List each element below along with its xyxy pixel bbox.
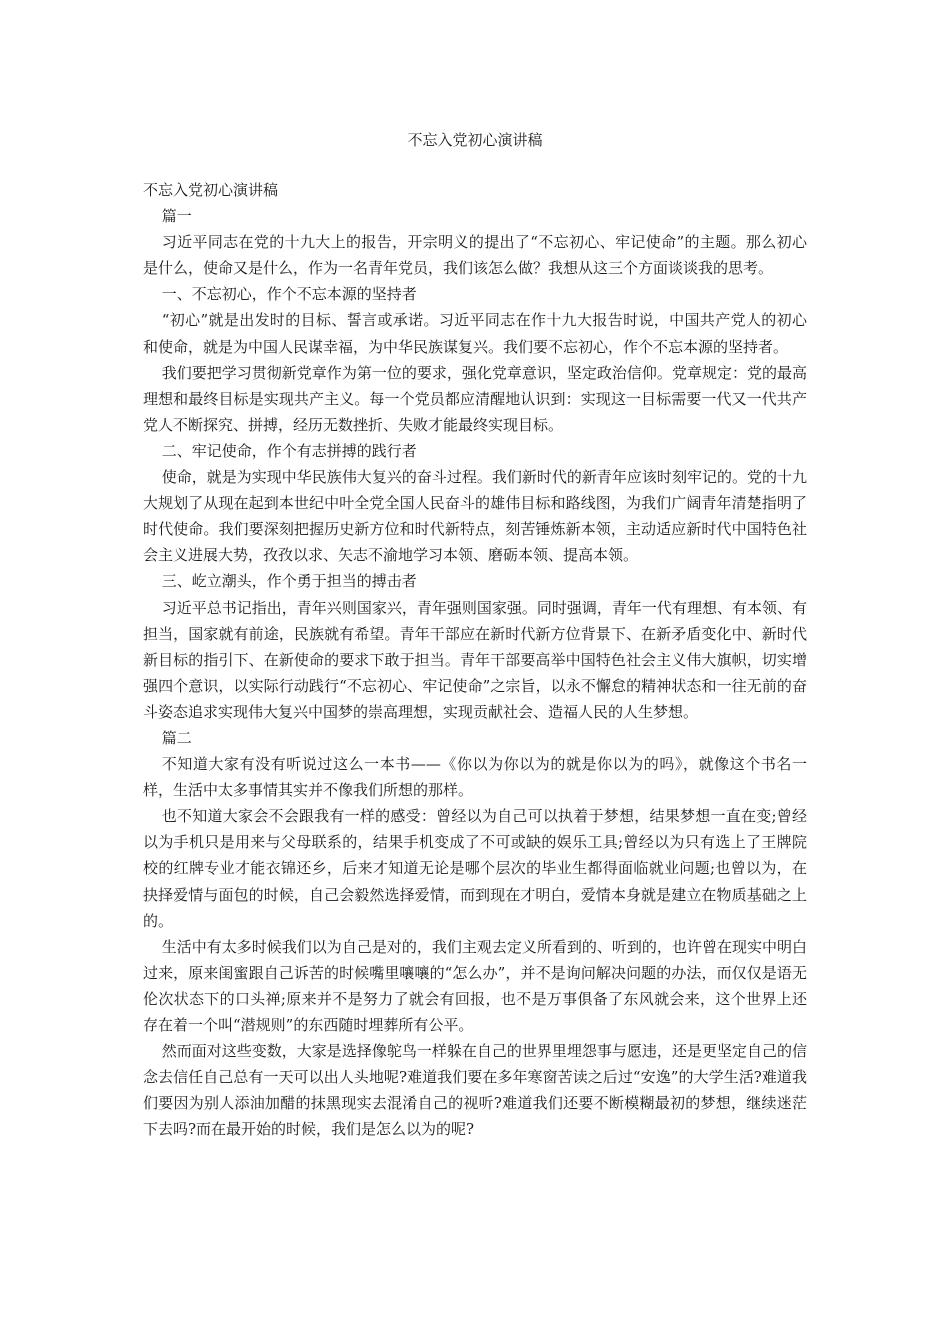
section-heading-part-1: 篇一 <box>161 207 192 226</box>
paragraph: 生活中有太多时候我们以为自己是对的，我们主观去定义所看到的、听到的，也许曾在现实中明白过来，原来闺蜜跟自己诉苦的时候嘴里嚷嚷的“怎么办”，并不是询问解决问题的办法，而仅仅是语无伦次状态下的口头禅;原来并不是努力了就会有回报，也不是万事俱备了东风就会来，这个世界上还存在着一个叫“潜规则”的东西随时埋葬所有公平。 <box>143 937 807 1034</box>
paragraph: 习近平总书记指出，青年兴则国家兴，青年强则国家强。同时强调，青年一代有理想、有本领、有担当，国家就有前途，民族就有希望。青年干部应在新时代新方位背景下、在新矛盾变化中、新时代新目标的指引下、在新使命的要求下敢于担当。青年干部要高举中国特色社会主义伟大旗帜，切实增强四个意识，以实际行动践行“不忘初心、牢记使命”之宗旨，以永不懈怠的精神状态和一往无前的奋斗姿态追求实现伟大复兴中国梦的崇高理想，实现贡献社会、造福人民的人生梦想。 <box>143 598 807 721</box>
subheading: 一、不忘初心，作个不忘本源的坚持者 <box>161 285 417 304</box>
document-title: 不忘入党初心演讲稿 <box>407 131 543 149</box>
subheading: 二、牢记使命，作个有志拼搏的践行者 <box>161 441 417 460</box>
paragraph: 不知道大家有没有听说过这么一本书——《你以为你以为的就是你以为的吗》，就像这个书名一样，生活中太多事情其实并不像我们所想的那样。 <box>143 755 807 800</box>
paragraph: 我们要把学习贯彻新党章作为第一位的要求，强化党章意识，坚定政治信仰。党章规定：党的最高理想和最终目标是实现共产主义。每一个党员都应清醒地认识到：实现这一目标需要一代又一代共产党人不断探究、拼搏，经历无数挫折、失败才能最终实现目标。 <box>143 363 807 434</box>
subheading: 三、屹立潮头，作个勇于担当的搏击者 <box>161 572 417 591</box>
paragraph: 然而面对这些变数，大家是选择像鸵鸟一样躲在自己的世界里埋怨事与愿违，还是更坚定自己的信念去信任自己总有一天可以出人头地呢?难道我们要在多年寒窗苦读之后过“安逸”的大学生活?难道我们要因为别人添油加醋的抹黑现实去混淆自己的视听?难道我们还要不断模糊最初的梦想，继续迷茫下去吗?而在最开始的时候，我们是怎么以为的呢? <box>143 1042 807 1139</box>
paragraph: “初心”就是出发时的目标、誓言或承诺。习近平同志在作十九大报告时说，中国共产党人的初心和使命，就是为中国人民谋幸福，为中华民族谋复兴。我们要不忘初心，作个不忘本源的坚持者。 <box>143 311 807 356</box>
paragraph: 习近平同志在党的十九大上的报告，开宗明义的提出了“不忘初心、牢记使命”的主题。那么初心是什么，使命又是什么，作为一名青年党员，我们该怎么做？我想从这三个方面谈谈我的思考。 <box>143 233 807 278</box>
subtitle: 不忘入党初心演讲稿 <box>143 181 279 199</box>
paragraph: 使命，就是为实现中华民族伟大复兴的奋斗过程。我们新时代的新青年应该时刻牢记的。党的十九大规划了从现在起到本世纪中叶全党全国人民奋斗的雄伟目标和路线图，为我们广阔青年清楚指明了时代使命。我们要深刻把握历史新方位和时代新特点，刻苦锤炼新本领，主动适应新时代中国特色社会主义进展大势，孜孜以求、矢志不渝地学习本领、磨砺本领、提高本领。 <box>143 468 807 565</box>
section-heading-part-2: 篇二 <box>161 728 192 747</box>
document-body <box>143 177 807 1142</box>
paragraph: 也不知道大家会不会跟我有一样的感受：曾经以为自己可以执着于梦想，结果梦想一直在变;曾经以为手机只是用来与父母联系的，结果手机变成了不可或缺的娱乐工具;曾经以为只有选上了王牌院校的红牌专业才能衣锦还乡，后来才知道无论是哪个层次的毕业生都得面临就业问题;也曾以为，在抉择爱情与面包的时候，自己会毅然选择爱情，而到现在才明白，爱情本身就是建立在物质基础之上的。 <box>143 807 807 930</box>
